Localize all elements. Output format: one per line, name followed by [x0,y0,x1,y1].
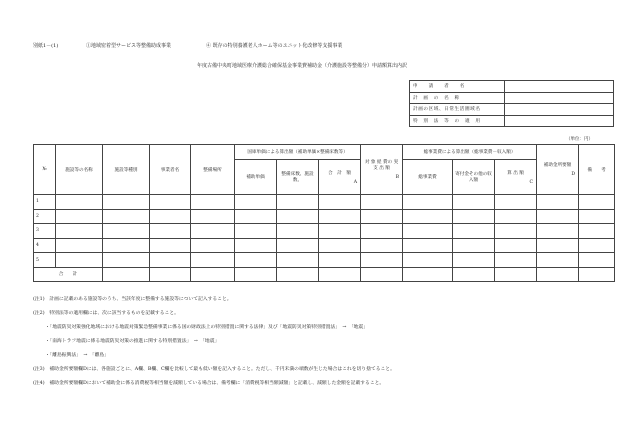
note-2-item-2: ・「南海トラフ地震に係る地震防災対策の推進に関する特別措置法」 → 「地震」 [45,339,220,344]
info-row [410,92,614,104]
info-value[interactable] [505,115,614,127]
row-number: 3 [34,224,56,239]
header-target-label: 対 象 経 費の 実 支 出 額 [364,160,399,171]
letter-a: A [353,179,358,185]
info-row [410,115,614,127]
applicant-info-table [409,80,614,127]
header-facility-type: 施設等種別 [103,145,150,195]
header-total-label: 合 計 額 [328,170,351,176]
header-unit-price: 補助単価 [235,160,277,195]
form-number: 別紙1－(1) [33,43,59,49]
header-facility-name: 施設等の名称 [56,145,103,195]
row-number: 5 [34,253,56,268]
header-group-cost: 総事業費による算出額（総事業費－収入額） [403,145,537,160]
note-3: (注3) 補助金所要額欄Dには、各施設ごとに、A欄、B欄、C欄を比較して最も低い額を記入すること。ただし、千円未満の端数が生じた場合はこれを切り捨てること。 [33,367,395,372]
header-donation: 寄付金その他の収入額 [453,160,495,195]
header-total [319,160,361,195]
header-calc [495,160,537,195]
header-beds: 整備床数、施設数、 [277,160,319,195]
header-total-cost: 総事業費 [403,160,453,195]
info-value[interactable] [505,81,614,93]
document-title: 年度古備中央町地域医療介護総合確保基金事業費補助金（介護施設等整備分）申請額算出内訳 [197,63,408,69]
letter-c: C [529,179,534,185]
info-label: 特 別 法 等 の 適 用 [410,115,505,127]
note-4: (注4) 補助金所要額欄Dにおいて補助金に係る消費税等相当額を減額している場合は、備考欄に「消費税等相当額減額」と記載し、減額した金額を記載すること。 [33,381,385,386]
row-number: 1 [34,195,56,210]
table-row [34,209,615,224]
note-2-item-3: ・「離島振興法」 → 「離島」 [45,353,109,358]
header-calc-label: 算 出 額 [507,170,524,176]
table-row [34,238,615,253]
header-required-amount [537,145,579,195]
table-row [34,224,615,239]
letter-b: B [395,175,400,180]
info-value[interactable] [505,92,614,104]
info-row [410,81,614,93]
header-required-label: 補助金所要額 [543,163,572,168]
header-remarks: 備 考 [579,145,615,195]
project-type-4: ④ 既存の特別養護老人ホーム等のユニット化改修等支援事業 [206,43,343,49]
header-target-cost [361,145,403,195]
table-row [34,253,615,268]
header-operator: 事業者名 [150,145,191,195]
unit-label: （単位：円） [566,137,593,142]
total-row [34,267,615,281]
header-group-base: 国庫単価による算出額（補助単価×整備床数等） [235,145,361,160]
info-label: 申 請 者 名 [410,81,505,93]
total-label: 合 計 [34,267,103,281]
row-number: 2 [34,209,56,224]
info-value[interactable] [505,104,614,116]
info-label: 計 画 の 名 称 [410,92,505,104]
table-row [34,195,615,210]
letter-d: D [571,172,576,177]
project-type-1: ①地域密着型サービス等整備助成事業 [86,43,172,49]
row-number: 4 [34,238,56,253]
info-row [410,104,614,116]
header-no: № [34,145,56,195]
note-2-item-1: ・「地震防災対策強化地域における地震対策緊急整備事業に係る国の財政法上の特別措置に関する法律」及び「地震防災対策特別措置法」 → 「地震」 [45,325,369,330]
calculation-table [33,144,615,282]
header-location: 整備場所 [191,145,235,195]
note-2: (注2) 特別法等の適用欄には、次に該当するものを記載すること。 [33,311,179,316]
note-1: (注1) 計画に記載のある施設等のうち、当該年度に整備する施設等について記入すること。 [33,297,232,302]
info-label: 計画の区域、日常生活圏域名 [410,104,505,116]
